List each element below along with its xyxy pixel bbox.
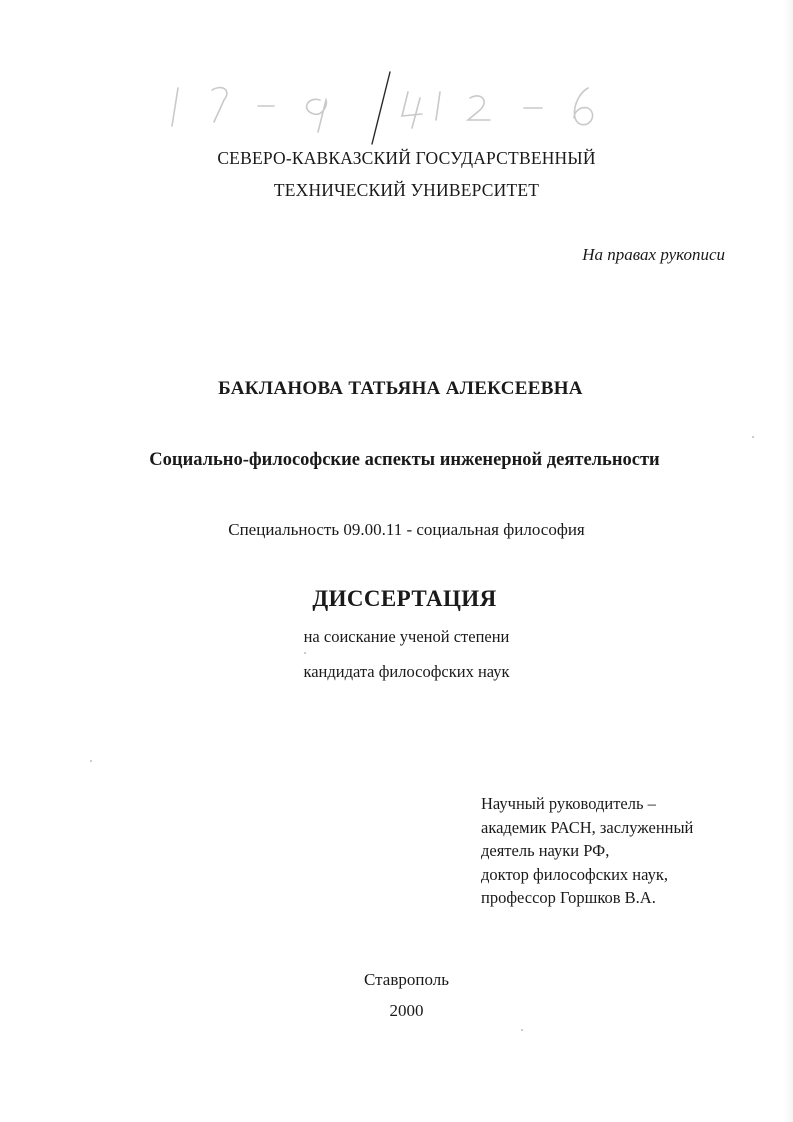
- manuscript-notice: На правах рукописи: [582, 245, 725, 264]
- supervisor-line: академик РАСН, заслуженный: [481, 817, 694, 837]
- degree-line2: кандидата философских наук: [303, 662, 510, 681]
- supervisor-line: Научный руководитель –: [481, 794, 656, 813]
- scan-speck: [304, 652, 306, 654]
- handwritten-archive-note: [150, 70, 630, 150]
- supervisor-line: профессор Горшков В.А.: [481, 888, 656, 907]
- scan-speck: [752, 436, 754, 438]
- supervisor-block: [481, 792, 693, 910]
- scan-speck: [90, 760, 92, 762]
- svg-text:1 7 - 9 / 41 2 - 6: 1 7 - 9 / 41 2 - 6: [150, 70, 157, 71]
- author-name: БАКЛАНОВА ТАТЬЯНА АЛЕКСЕЕВНА: [218, 378, 583, 399]
- degree-line1: на соискание ученой степени: [303, 627, 510, 646]
- supervisor-line: доктор философских наук,: [481, 864, 668, 884]
- city: Ставрополь: [364, 970, 449, 989]
- dissertation-title: Социально-философские аспекты инженерной деятельности: [149, 450, 660, 470]
- specialty-line: Специальность 09.00.11 - социальная философия: [228, 520, 585, 539]
- supervisor-line: деятель науки РФ,: [481, 841, 610, 860]
- institution-name-line1: СЕВЕРО-КАВКАЗСКИЙ ГОСУДАРСТВЕННЫЙ: [217, 148, 596, 168]
- scan-speck: [521, 1029, 523, 1031]
- institution-name-line2: ТЕХНИЧЕСКИЙ УНИВЕРСИТЕТ: [273, 180, 540, 200]
- year: 2000: [389, 1001, 424, 1020]
- document-type: ДИССЕРТАЦИЯ: [312, 586, 497, 611]
